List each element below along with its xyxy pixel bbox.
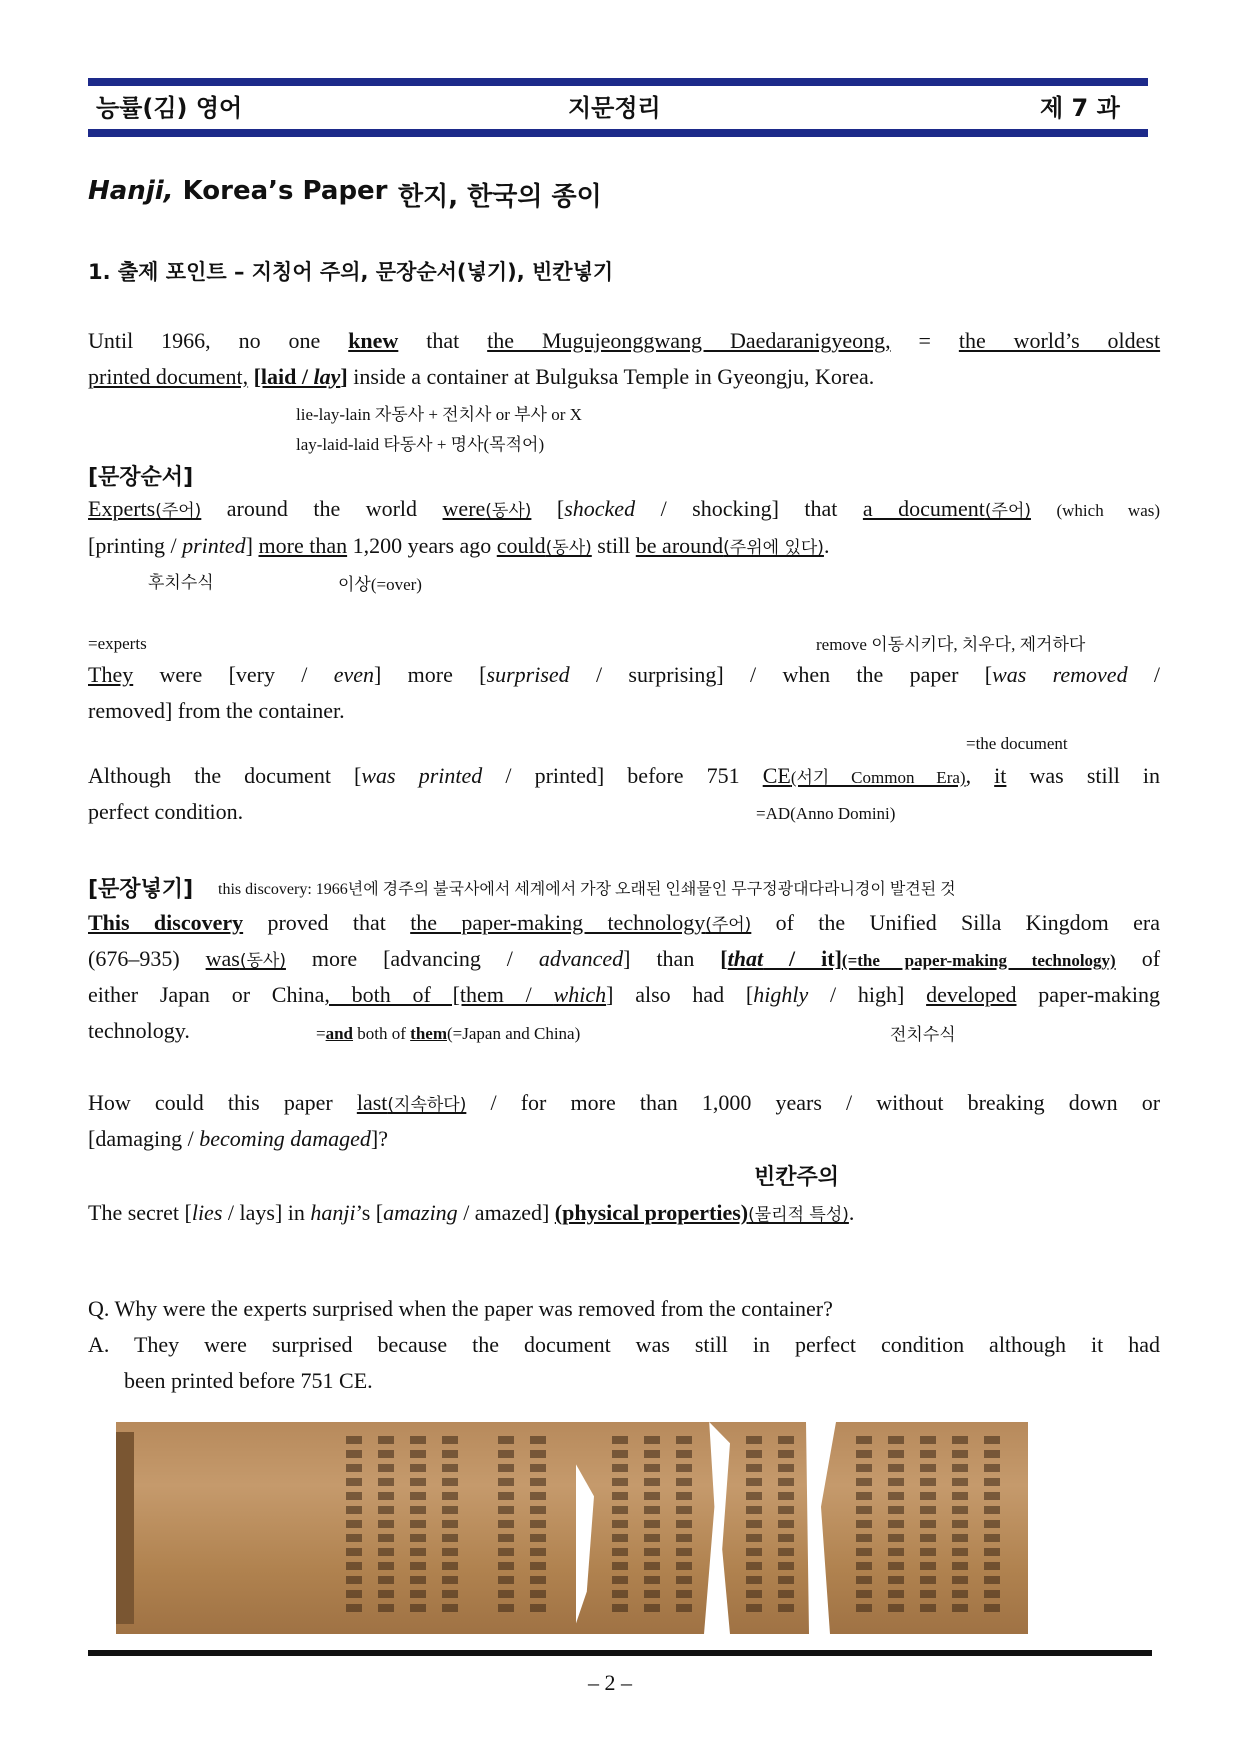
p6-line3: The secret [lies / lays] in hanji’s [amazing / amazed] (physical properties)(물리적 특성). bbox=[88, 1200, 855, 1225]
scroll-text-column bbox=[952, 1436, 968, 1616]
scroll-text-column bbox=[984, 1436, 1000, 1616]
scroll-text-column bbox=[778, 1436, 794, 1616]
scroll-text-column bbox=[378, 1436, 394, 1616]
blank-label: 빈칸주의 bbox=[754, 1165, 840, 1190]
page-title: Hanji, Korea’s Paper bbox=[88, 176, 388, 206]
p2-line1: Experts(주어) around the world were(동사) [shocked / shocking] that a document(주어) (which was) bbox=[88, 496, 1161, 521]
answer-line2: been printed before 751 CE. bbox=[124, 1368, 373, 1393]
header-top-rule bbox=[88, 78, 1148, 86]
p1-note2: lay-laid-laid 타동사 + 명사(목적어) bbox=[296, 435, 545, 454]
label-sentence-order: [문장순서] bbox=[88, 465, 194, 490]
p2-note2: 이상(=over) bbox=[338, 575, 422, 594]
p3-note2: remove 이동시키다, 치우다, 제거하다 bbox=[816, 635, 1086, 654]
p5-line1: This discovery proved that the paper-making technology(주어) of the Unified Silla Kingdom era bbox=[88, 910, 1160, 935]
p4-note1: =the document bbox=[966, 734, 1068, 753]
scroll-text-column bbox=[856, 1436, 872, 1616]
p6-line2: [damaging / becoming damaged]? bbox=[88, 1126, 388, 1151]
scroll-text-column bbox=[612, 1436, 628, 1616]
footer-rule bbox=[88, 1650, 1152, 1656]
p4-note2: =AD(Anno Domini) bbox=[756, 804, 896, 823]
header-left: 능률(김) 영어 bbox=[96, 94, 243, 122]
scroll-text-column bbox=[410, 1436, 426, 1616]
p5-line4: technology. bbox=[88, 1018, 190, 1043]
p5-note1: =and both of them(=Japan and China) bbox=[316, 1024, 581, 1043]
scroll-text-column bbox=[888, 1436, 904, 1616]
scroll-text-column bbox=[920, 1436, 936, 1616]
p5-line3: either Japan or China, both of [them / which] also had [highly / high] developed paper-making bbox=[88, 982, 1161, 1007]
p1-line2: printed document, [laid / lay] inside a container at Bulguksa Temple in Gyeongju, Korea. bbox=[88, 364, 875, 389]
scroll-text-column bbox=[676, 1436, 692, 1616]
p4-line2: perfect condition. bbox=[88, 799, 244, 824]
page-title-korean: 한지, 한국의 종이 bbox=[398, 182, 602, 212]
page-number: – 2 – bbox=[588, 1670, 632, 1695]
p3-line2: removed] from the container. bbox=[88, 698, 345, 723]
scroll-text-column bbox=[530, 1436, 546, 1616]
p6-line1: How could this paper last(지속하다) / for more than 1,000 years / without breaking down or bbox=[88, 1090, 1161, 1115]
header-center: 지문정리 bbox=[568, 94, 661, 122]
scroll-tear bbox=[576, 1422, 594, 1634]
header-bottom-rule bbox=[88, 129, 1148, 137]
section-heading: 1. 출제 포인트 – 지칭어 주의, 문장순서(넣기), 빈칸넣기 bbox=[88, 260, 614, 284]
scroll-text-column bbox=[346, 1436, 362, 1616]
p5-line2: (676–935) was(동사) more [advancing / advanced] than [that / it](=the paper-making technology) of bbox=[88, 946, 1161, 971]
p5-note2: 전치수식 bbox=[890, 1025, 956, 1045]
scroll-text-column bbox=[498, 1436, 514, 1616]
scroll-text-column bbox=[746, 1436, 762, 1616]
ancient-scroll-image bbox=[116, 1422, 1028, 1634]
p3-line1: They were [very / even] more [surprised / surprising] / when the paper [was removed / bbox=[88, 662, 1161, 687]
p3-note1: =experts bbox=[88, 634, 147, 653]
label-sentence-insert: [문장넣기] bbox=[88, 877, 194, 902]
p4-line1: Although the document [was printed / printed] before 751 CE(서기 Common Era), it was still in bbox=[88, 763, 1161, 788]
scroll-tear bbox=[704, 1422, 730, 1634]
p1-note1: lie-lay-lain 자동사 + 전치사 or 부사 or X bbox=[296, 405, 582, 424]
question: Q. Why were the experts surprised when the paper was removed from the container? bbox=[88, 1296, 833, 1321]
insert-note: this discovery: 1966년에 경주의 불국사에서 세계에서 가장 오래된 인쇄물인 무구정광대다라니경이 발견된 것 bbox=[218, 881, 956, 898]
scroll-tear bbox=[806, 1422, 836, 1634]
p2-note1: 후치수식 bbox=[148, 573, 214, 593]
p2-line2: [printing / printed] more than 1,200 years ago could(동사) still be around(주위에 있다). bbox=[88, 533, 830, 558]
header-right: 제 7 과 bbox=[1040, 94, 1120, 122]
p1-line1: Until 1966, no one knew that the Mugujeonggwang Daedaranigyeong, = the world’s oldest bbox=[88, 328, 1161, 353]
scroll-text-column bbox=[442, 1436, 458, 1616]
answer-line1: A. They were surprised because the document was still in perfect condition although it had bbox=[88, 1332, 1160, 1357]
scroll-rod bbox=[116, 1432, 134, 1624]
scroll-text-column bbox=[644, 1436, 660, 1616]
